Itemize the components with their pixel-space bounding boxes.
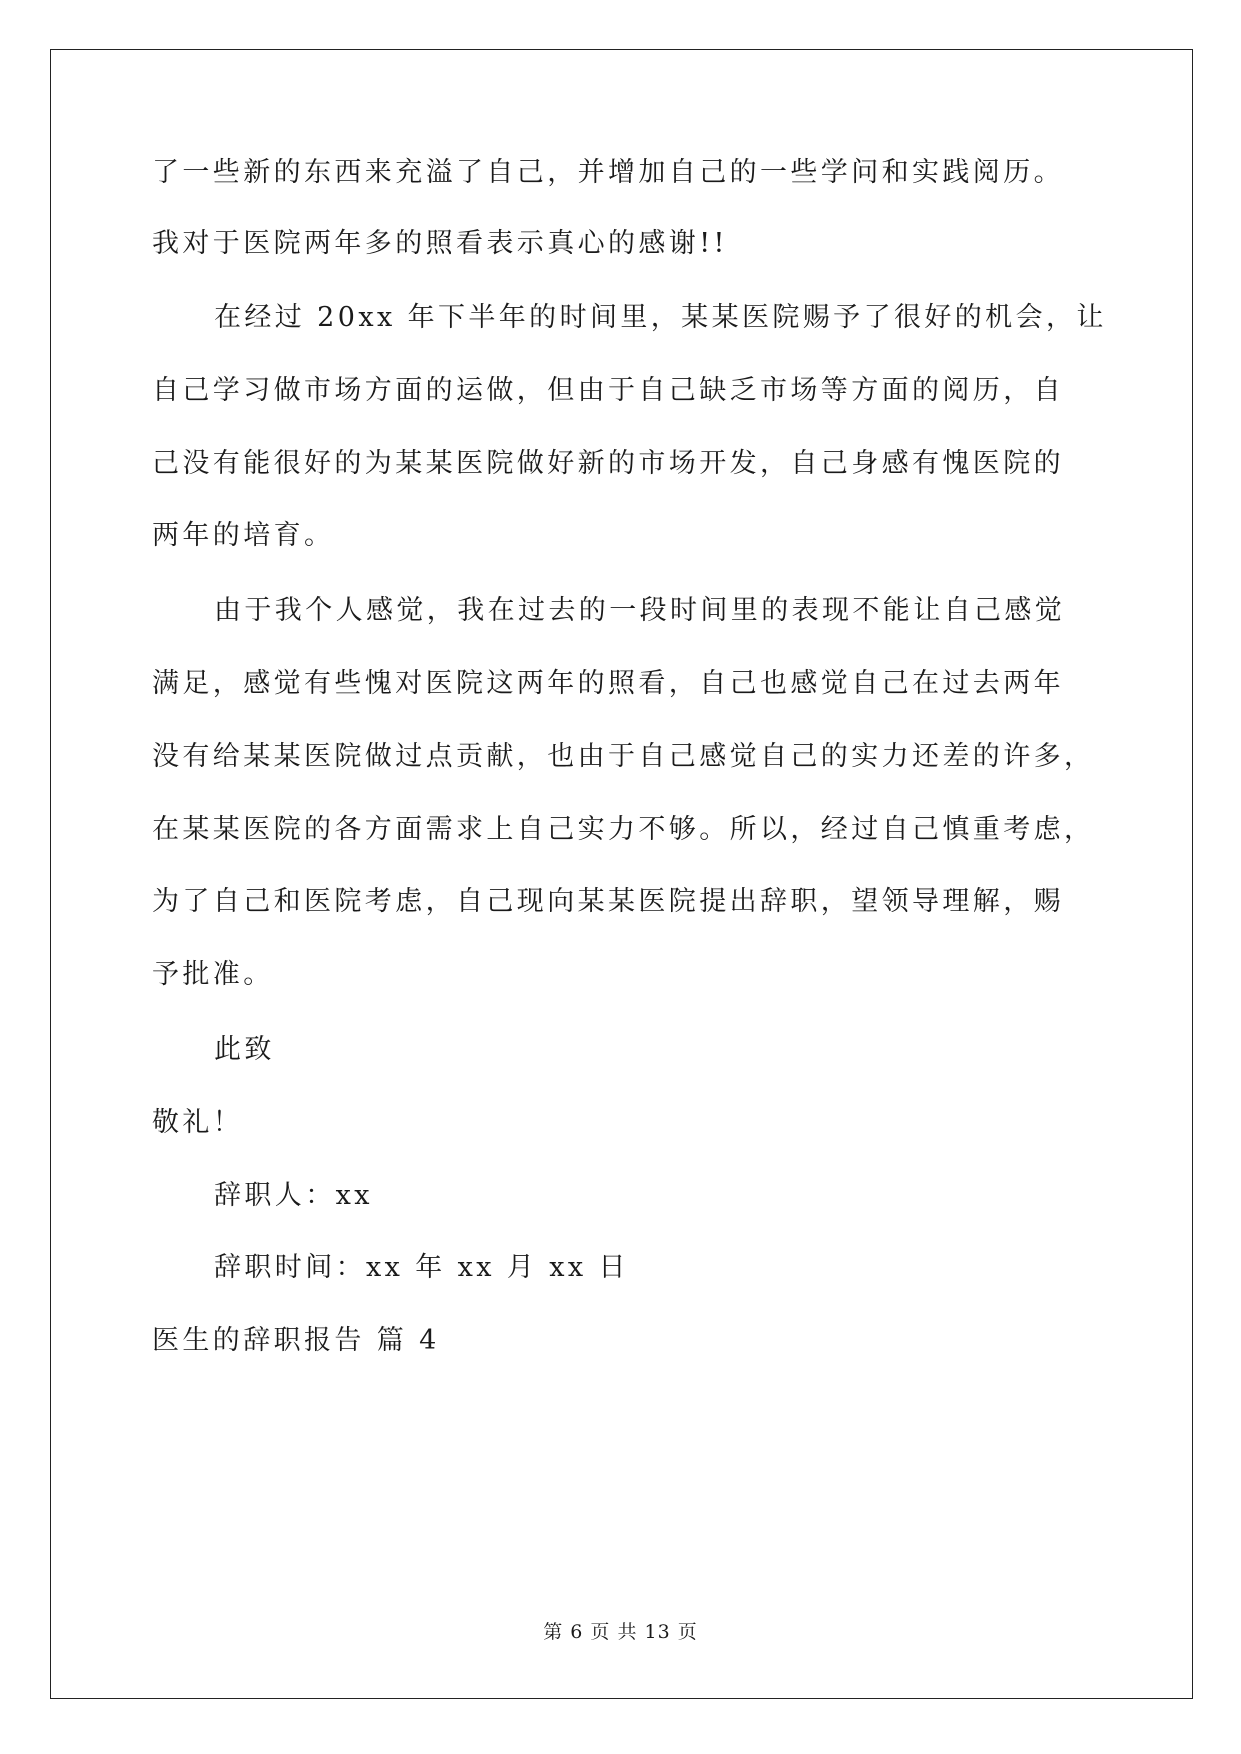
signature-name: 辞职人：xx — [214, 1180, 373, 1211]
paragraph-2-line-2: 满足，感觉有些愧对医院这两年的照看，自己也感觉自己在过去两年 — [152, 668, 1064, 699]
closing-regards: 敬礼！ — [152, 1107, 244, 1138]
paragraph-2-line-1: 由于我个人感觉，我在过去的一段时间里的表现不能让自己感觉 — [214, 595, 1066, 626]
paragraph-2-line-4: 在某某医院的各方面需求上自己实力不够。所以，经过自己慎重考虑， — [152, 814, 1095, 845]
paragraph-2-line-5: 为了自己和医院考虑，自己现向某某医院提出辞职，望领导理解，赐 — [152, 886, 1064, 917]
paragraph-1-line-3: 己没有能很好的为某某医院做好新的市场开发，自己身感有愧医院的 — [152, 448, 1064, 479]
signature-date: 辞职时间：xx 年 xx 月 xx 日 — [214, 1252, 629, 1283]
closing-salutation: 此致 — [214, 1034, 275, 1065]
paragraph-1-line-4: 两年的培育。 — [152, 520, 335, 551]
paragraph-1-line-1: 在经过 20xx 年下半年的时间里，某某医院赐予了很好的机会，让 — [214, 302, 1107, 333]
page-border — [50, 49, 1193, 1699]
paragraph-2-line-6: 予批准。 — [152, 959, 274, 990]
next-section-heading: 医生的辞职报告 篇 4 — [152, 1325, 440, 1356]
paragraph-1-line-2: 自己学习做市场方面的运做，但由于自己缺乏市场等方面的阅历，自 — [152, 375, 1064, 406]
body-line-2: 我对于医院两年多的照看表示真心的感谢!! — [152, 228, 728, 259]
body-line-1: 了一些新的东西来充溢了自己，并增加自己的一些学问和实践阅历。 — [152, 157, 1064, 188]
page-number-footer: 第 6 页 共 13 页 — [543, 1621, 698, 1643]
paragraph-2-line-3: 没有给某某医院做过点贡献，也由于自己感觉自己的实力还差的许多， — [152, 741, 1095, 772]
